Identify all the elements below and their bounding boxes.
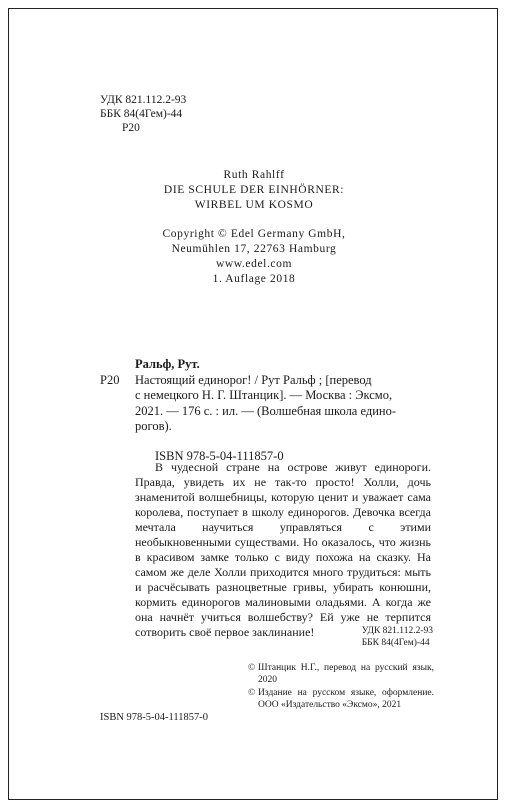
translation-copyright [248, 663, 434, 686]
copyright-symbol: © [248, 663, 256, 673]
original-title-line1: DIE SCHULE DER EINHÖRNER: [163, 184, 345, 196]
bib-line: Настоящий единорог! / Рут Ральф ; [перевод [135, 372, 372, 387]
isbn-bottom: ISBN 978-5-04-111857-0 [100, 712, 209, 723]
bibliographic-record [100, 357, 435, 464]
bbk-line: ББК 84(4Гем)-44 [100, 108, 183, 120]
bbk-small-line: ББК 84(4Гем)-44 [361, 638, 430, 648]
original-author: Ruth Rahlff [223, 169, 285, 181]
bib-author: Ральф, Рут. [135, 357, 200, 371]
copyright-notes [248, 663, 434, 713]
udk-small-block [362, 625, 433, 649]
copyright-symbol: © [248, 688, 256, 698]
bib-line: рогов). [135, 419, 172, 433]
bib-line: с немецкого Н. Г. Штанцик]. — Москва : Эксмо, [135, 388, 393, 402]
edition-copyright-text: Издание на русском языке, оформление. ООО «Издательство «Эксмо», 2021 [258, 688, 434, 710]
bib-line: 2021. — 176 с. : ил. — (Волшебная школа едино- [135, 403, 397, 418]
bib-code: Р20 [100, 372, 120, 387]
edition-line: 1. Auflage 2018 [212, 273, 296, 285]
translation-copyright-text: Штанцик Н.Г., перевод на русский язык, 2020 [258, 663, 434, 685]
bib-description [100, 373, 435, 435]
publisher-website: www.edel.com [215, 258, 293, 270]
copyright-line1: Copyright © Edel Germany GmbH, [162, 228, 346, 240]
copyright-line2: Neumühlen 17, 22763 Hamburg [171, 243, 337, 255]
udk-line: УДК 821.112.2-93 [100, 94, 187, 106]
original-edition-block [60, 168, 448, 287]
original-title-line2: WIRBEL UM KOSMO [194, 199, 314, 211]
annotation-text: В чудесной стране на острове живут единороги. Правда, увидеть их не так-то просто! Холли, дочь знаменитой волшебницы, которую ценит и уважает сама королева, поступает в школу единорогов. Девочка всегда мечтала научиться управляться с этими необыкновенными существами. Но оказалось, что жизнь в красивом замке только с виду похожа на сказку. На самом же деле Холли приходится много трудиться: мыть и расчёсывать разноцветные гривы, убирать конюшни, кормить единорогов малиновыми оладьями. А когда же она начнёт учиться волшебству? Ей уже не терпится сотворить своё первое заклинание! [135, 460, 431, 639]
udk-block [100, 93, 186, 135]
isbn-main: ISBN 978-5-04-111857-0 [155, 448, 284, 463]
udk-small-line: УДК 821.112.2-93 [361, 626, 433, 636]
edition-copyright [248, 688, 434, 711]
author-code: Р20 [122, 122, 140, 134]
